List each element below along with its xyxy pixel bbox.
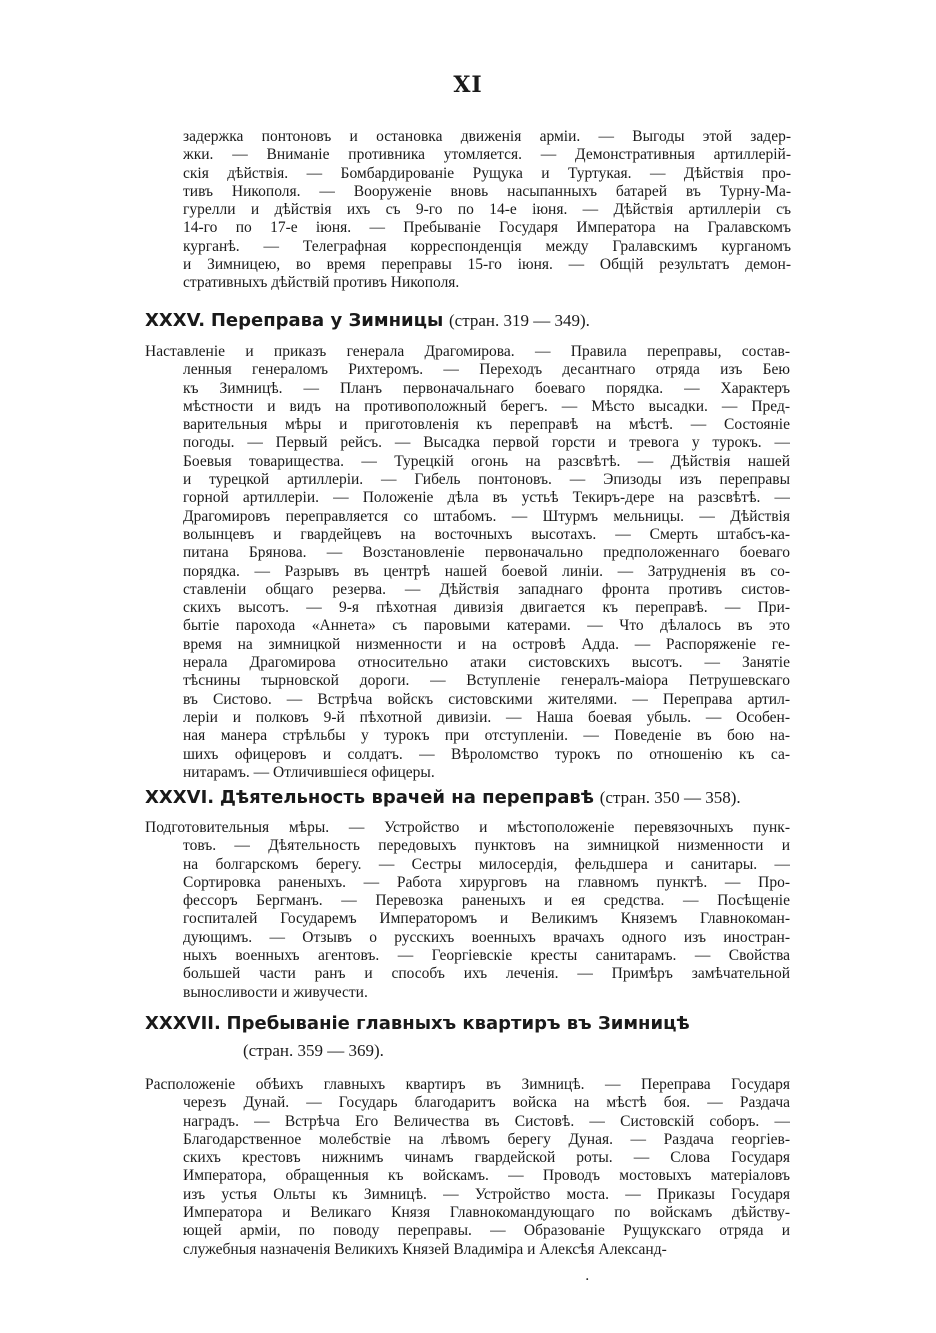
- text-line: погоды. — Первый рейсъ. — Высадка первой горсти и тревога у турокъ. —: [183, 434, 790, 452]
- text-line: курганѣ. — Телеграфная корреспонденція между Гралавскимъ курганомъ: [183, 237, 791, 255]
- text-line: Подготовительныя мѣры. — Устройство и мѣстоположеніе перевязочныхъ пунк-: [145, 819, 790, 836]
- section-title: Дѣятельность врачей на переправѣ: [219, 787, 594, 808]
- text-line: бытіе парохода «Аннета» съ паровыми катерами. — Что дѣлалось въ это: [183, 617, 790, 635]
- text-line: товъ. — Дѣятельность передовыхъ пунктовъ на зимницкой низменности и: [183, 837, 790, 855]
- section-title: Пребываніе главныхъ квартиръ въ Зимницѣ: [226, 1013, 690, 1034]
- text-line: Императора, обращенныя къ войскамъ. — Проводъ мостовыхъ матеріаловъ: [183, 1167, 790, 1185]
- section-pages: (стран. 350 — 358).: [599, 788, 741, 807]
- text-line: Сортировка раненыхъ. — Работа хирурговъ на главномъ пунктѣ. — Про-: [183, 873, 790, 891]
- section-37-body: [145, 1076, 790, 1259]
- text-line: Боевыя товарищества. — Турецкій огонь на разсвѣтѣ. — Дѣйствія нашей: [183, 452, 790, 470]
- text-line: варительныя мѣры и приготовленія къ переправѣ на мѣстѣ. — Состояніе: [183, 416, 790, 434]
- section-title: Переправа у Зимницы: [210, 310, 444, 331]
- text-line: на болгарскомъ берегу. — Сестры милосердія, фельдшера и санитары. —: [183, 855, 790, 873]
- text-line: тѣснины тырновской дороги. — Вступленіе генералъ-маіора Петрушевскаго: [183, 672, 790, 690]
- section-36-body: [145, 819, 790, 1002]
- section-number: XXXVII.: [145, 1013, 221, 1034]
- text-line: ная манера стрѣльбы у турокъ при отступленіи. — Поведеніе въ бою на-: [183, 727, 790, 745]
- text-line: и Зимницею, во время переправы 15-го іюня. — Общій результатъ демон-: [183, 256, 791, 274]
- text-line: ставленіи общаго резерва. — Дѣйствія западнаго фронта противъ систов-: [183, 580, 790, 598]
- text-line: нитарамъ. — Отличившіеся офицеры.: [183, 763, 435, 781]
- continuation-paragraph: [183, 128, 791, 293]
- text-line: большей части ранъ и способъ ихъ леченія. — Примѣръ замѣчательной: [183, 965, 790, 983]
- text-line: питана Брянова. — Возстановленіе первоначально предположеннаго боеваго: [183, 544, 790, 562]
- text-line: нерала Драгомирова относительно атаки систовскихъ высотъ. — Занятіе: [183, 654, 790, 672]
- section-number: XXXVI.: [145, 787, 215, 808]
- text-line: служебныя назначенія Великихъ Князей Владиміра и Алексѣя Александ-: [183, 1240, 667, 1258]
- text-line: Императора и Великаго Князя Главнокомандующаго по войскамъ дѣйству-: [183, 1204, 790, 1222]
- text-line: ющей арміи, по поводу переправы. — Образованіе Рущукскаго отряда и: [183, 1222, 790, 1240]
- text-line: ныхъ военныхъ агентовъ. — Георгіевскіе кресты санитарамъ. — Свойства: [183, 947, 790, 965]
- text-line: Драгомировъ переправляется со штабомъ. — Штурмъ мельницы. — Дѣйствія: [183, 507, 790, 525]
- text-line: изъ устья Ольты къ Зимницѣ. — Устройство моста. — Приказы Государя: [183, 1185, 790, 1203]
- page-number: XI: [453, 72, 483, 98]
- text-line: гурелли и дѣйствія ихъ съ 9-го по 14-е іюня. — Дѣйствія артиллеріи съ: [183, 201, 791, 219]
- footer-mark: .: [585, 1268, 590, 1284]
- text-line: шихъ офицеровъ и солдатъ. — Вѣроломство турокъ по отношенію къ са-: [183, 745, 790, 763]
- text-line: Расположеніе обѣихъ главныхъ квартиръ въ Зимницѣ. — Переправа Государя: [145, 1076, 790, 1093]
- text-line: госпиталей Государемъ Императоромъ и Великимъ Княземъ Главнокоман-: [183, 910, 790, 928]
- text-line: время на зимницкой низменности и на островѣ Адда. — Распоряженіе ге-: [183, 635, 790, 653]
- section-heading-37: [145, 1012, 690, 1036]
- text-line: черезъ Дунай. — Государь благодаритъ войска на мѣстѣ боя. — Раздача: [183, 1094, 790, 1112]
- text-line: волынцевъ и гвардейцевъ на восточныхъ высотахъ. — Смерть штабсъ-ка-: [183, 525, 790, 543]
- text-line: 14-го по 17-е іюня. — Пребываніе Государя Императора на Гралавскомъ: [183, 219, 791, 237]
- section-heading-35: [145, 309, 590, 333]
- text-line: скихъ высотъ. — 9-я пѣхотная дивизія двигается къ переправѣ. — При-: [183, 599, 790, 617]
- text-line: тивъ Никополя. — Вооруженіе вновь насыпанныхъ батарей въ Турну-Ма-: [183, 182, 791, 200]
- text-line: фессоръ Бергманъ. — Перевозка раненыхъ и ея средства. — Посѣщеніе: [183, 892, 790, 910]
- text-line: стративныхъ дѣйствій противъ Никополя.: [183, 274, 460, 292]
- text-line: мѣстности и видъ на противоположный берегъ. — Мѣсто высадки. — Пред-: [183, 397, 790, 415]
- section-35-body: [145, 343, 790, 782]
- section-pages-37: (стран. 359 — 369).: [243, 1041, 384, 1060]
- section-pages: (стран. 319 — 349).: [448, 311, 590, 330]
- section-number: XXXV.: [145, 310, 206, 331]
- text-line: задержка понтоновъ и остановка движенія арміи. — Выгоды этой задер-: [183, 128, 791, 145]
- text-line: выносливости и живучести.: [183, 983, 368, 1001]
- text-line: горной артиллеріи. — Положеніе дѣла въ устьѣ Текиръ-дере на разсвѣтѣ. —: [183, 489, 790, 507]
- text-line: порядка. — Разрывъ въ центрѣ нашей боевой линіи. — Затрудненія въ со-: [183, 562, 790, 580]
- text-line: скихъ крестовъ нижнимъ чинамъ гвардейской роты. — Слова Государя: [183, 1149, 790, 1167]
- text-line: ленныя генераломъ Рихтеромъ. — Переходъ десантнаго отряда изъ Бею: [183, 361, 790, 379]
- text-line: наградъ. — Встрѣча Его Величества въ Систовѣ. — Систовскій соборъ. —: [183, 1112, 790, 1130]
- section-heading-36: [145, 786, 741, 810]
- text-line: и турецкой артиллеріи. — Гибель понтоновъ. — Эпизоды изъ переправы: [183, 471, 790, 489]
- text-line: дующимъ. — Отзывъ о русскихъ военныхъ врачахъ одного изъ иностран-: [183, 928, 790, 946]
- text-line: въ Систово. — Встрѣча войскъ систовскими жителями. — Переправа артил-: [183, 690, 790, 708]
- text-line: скія дѣйствія. — Бомбардированіе Рущука и Туртукая. — Дѣйствія про-: [183, 164, 791, 182]
- text-line: Благодарственное молебствіе на лѣвомъ берегу Дуная. — Раздача георгіев-: [183, 1130, 790, 1148]
- text-line: къ Зимницѣ. — Планъ первоначальнаго боеваго порядка. — Характеръ: [183, 379, 790, 397]
- text-line: леріи и полковъ 9-й пѣхотной дивизіи. — Наша боевая убыль. — Особен-: [183, 708, 790, 726]
- text-line: жки. — Вниманіе противника утомляется. — Демонстративныя артиллерій-: [183, 146, 791, 164]
- text-line: Наставленіе и приказъ генерала Драгомирова. — Правила переправы, состав-: [145, 343, 790, 360]
